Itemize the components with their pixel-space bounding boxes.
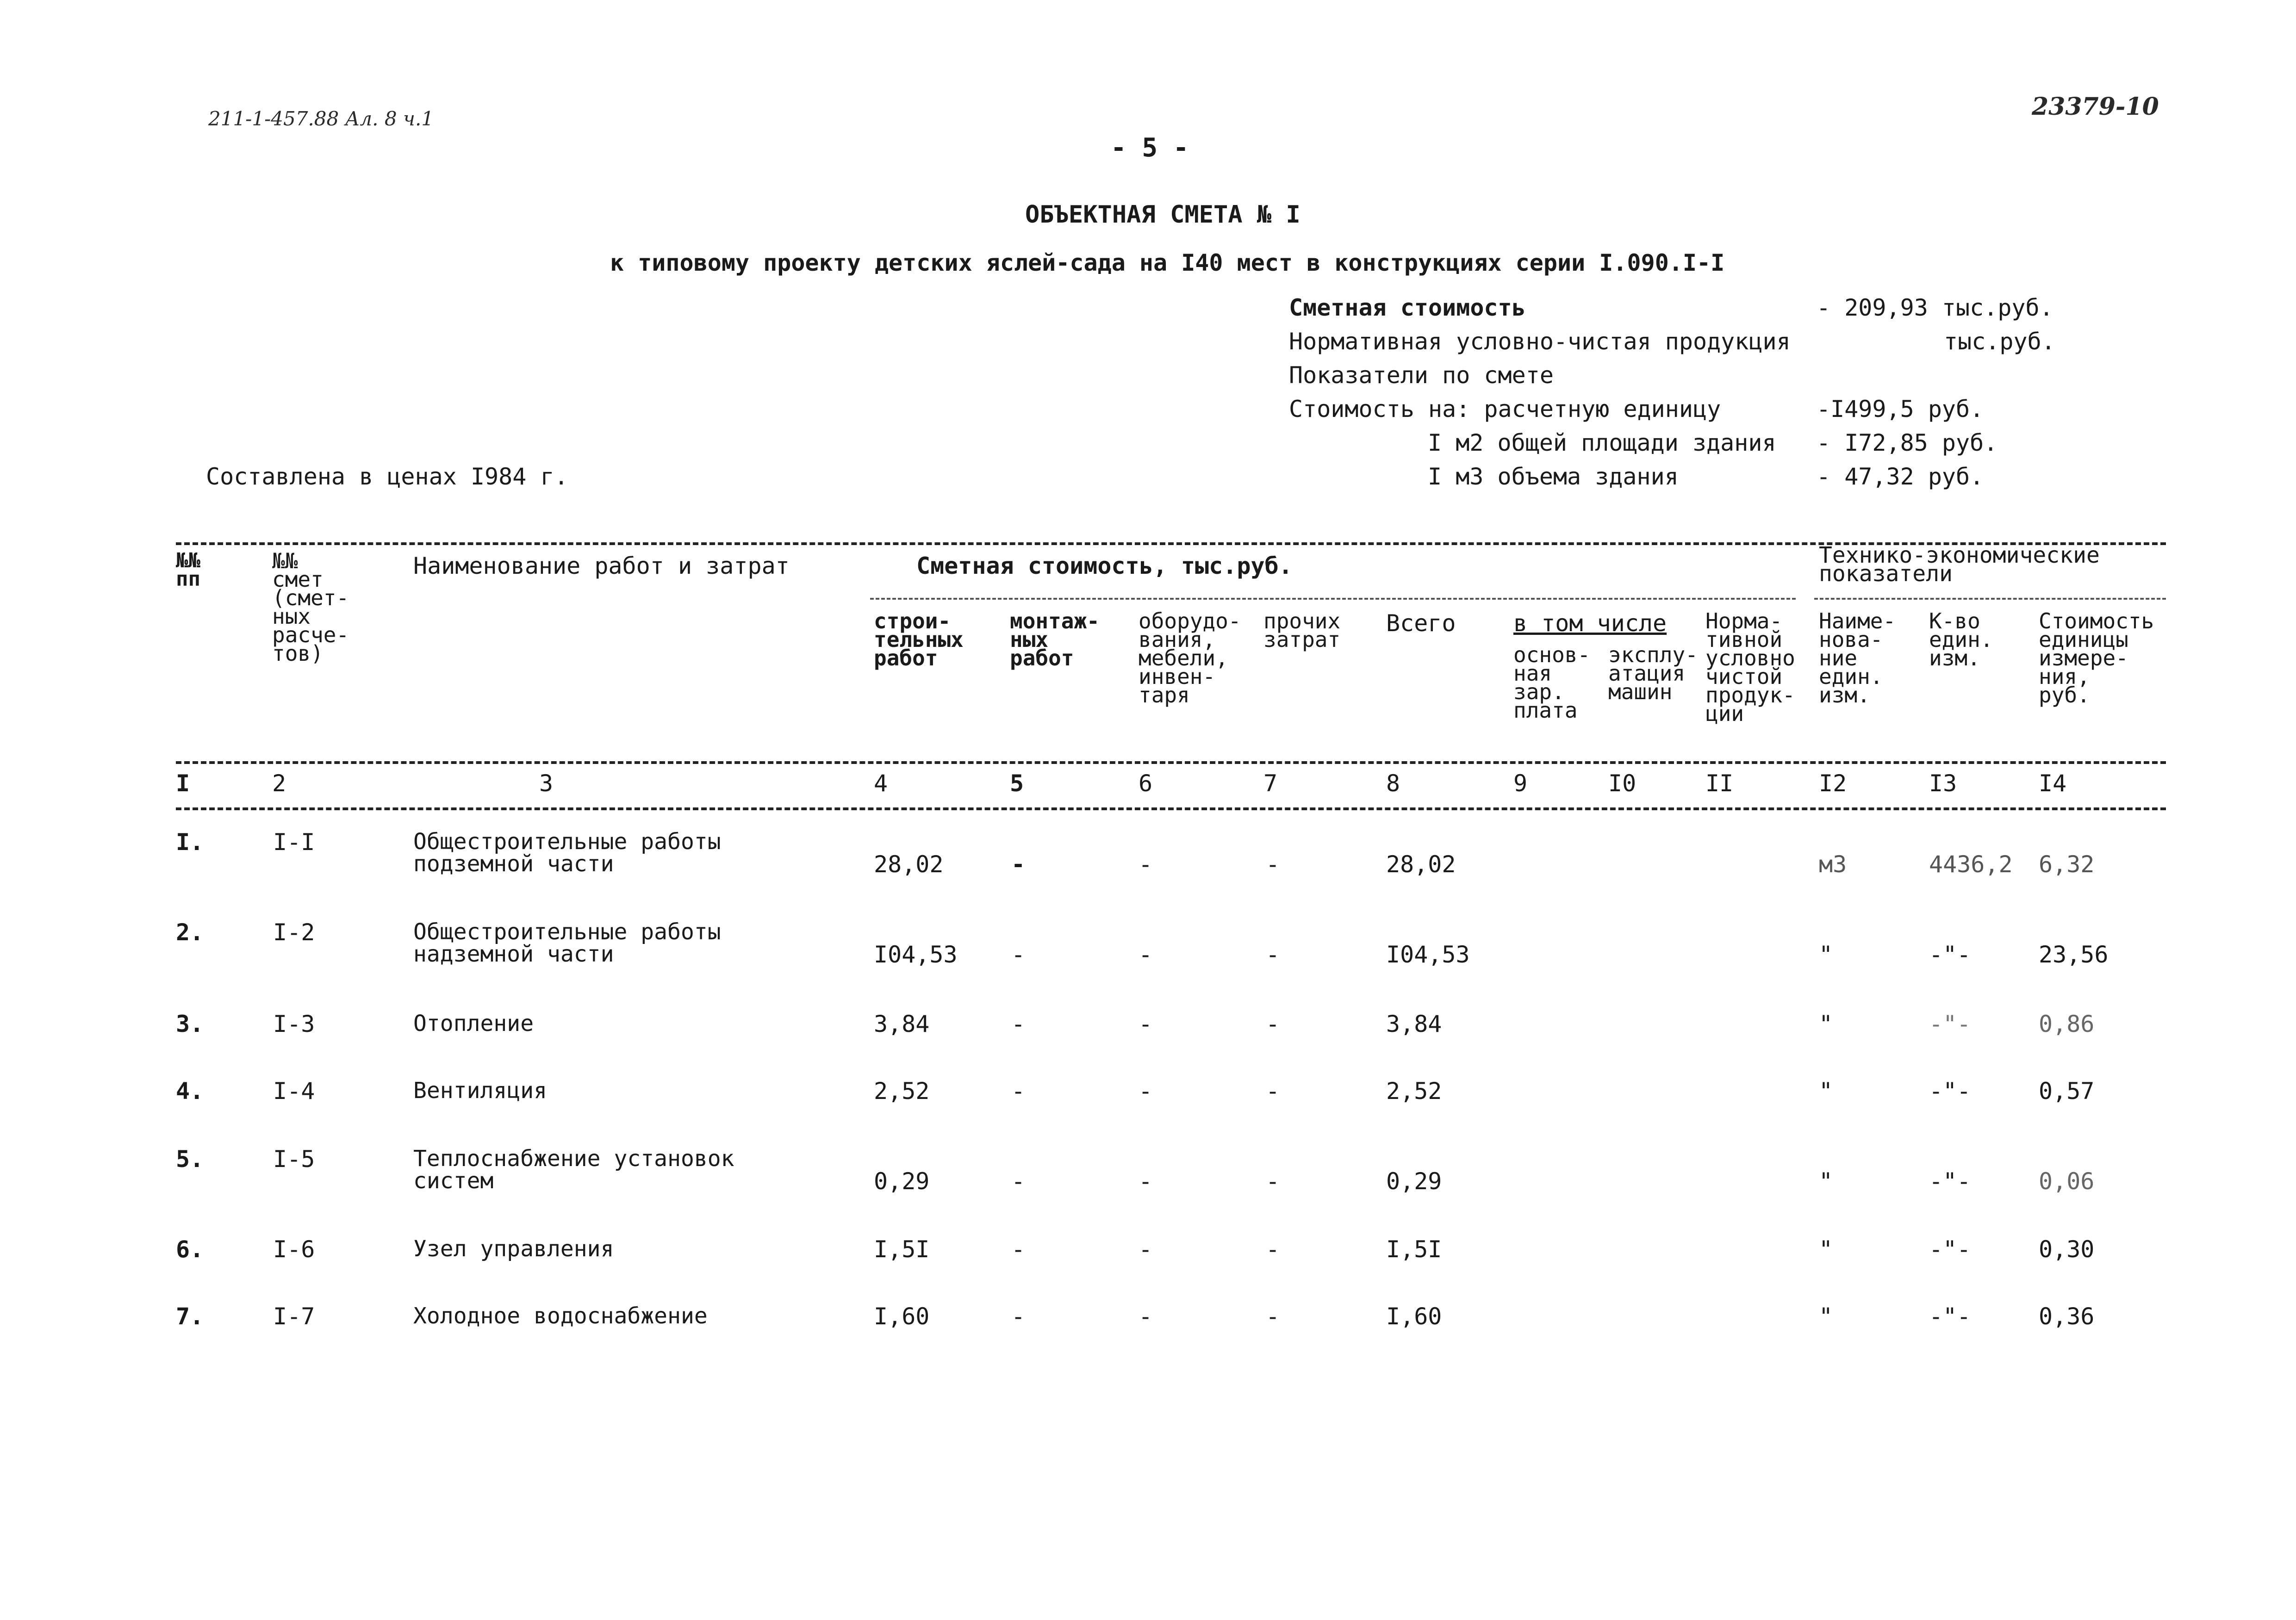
row-other-cost: - (1266, 851, 1280, 878)
header-base-salary: основ- ная зар. плата (1513, 642, 1591, 723)
row-number: 4. (176, 1078, 204, 1105)
summary-label: Стоимость на: расчетную единицу (1289, 396, 1721, 422)
row-unit-name: " (1819, 1078, 1833, 1105)
row-estimate-ref: I-6 (273, 1236, 315, 1263)
row-equipment-cost: - (1139, 1168, 1153, 1195)
header-estimate-number: №№ смет (смет- ных расче- тов) (272, 548, 349, 666)
summary-label: I м3 объема здания (1428, 463, 1679, 490)
header-cost-group: Сметная стоимость, тыс.руб. (916, 552, 1293, 579)
row-installation-cost: - (1011, 941, 1026, 968)
header-bottom-rule (176, 761, 2166, 764)
row-total-cost: 3,84 (1386, 1011, 1442, 1037)
row-total-cost: I,5I (1386, 1236, 1442, 1263)
row-unit-cost: 0,36 (2039, 1303, 2095, 1330)
summary-value: - 47,32 руб. (1817, 463, 1984, 490)
summary-label: Сметная стоимость (1289, 294, 1526, 321)
header-construction: строи- тельных работ (874, 608, 964, 670)
row-number: 5. (176, 1146, 204, 1173)
column-number: 4 (874, 770, 888, 797)
column-number: II (1705, 770, 1734, 797)
row-total-cost: 28,02 (1386, 851, 1456, 878)
column-number: 8 (1386, 770, 1400, 797)
header-installation: монтаж- ных работ (1010, 608, 1100, 670)
row-unit-name: м3 (1819, 851, 1847, 878)
row-equipment-cost: - (1139, 941, 1153, 968)
column-numbers-rule (176, 807, 2166, 810)
summary-value: - 209,93 тыс.руб. (1817, 294, 2053, 321)
row-other-cost: - (1266, 1078, 1280, 1105)
summary-value: тыс.руб. (1944, 328, 2055, 355)
row-installation-cost: - (1011, 1236, 1026, 1263)
row-unit-name: " (1819, 1303, 1833, 1330)
row-work-name: Отопление (413, 1011, 534, 1037)
row-installation-cost: - (1011, 1011, 1026, 1037)
column-number: I4 (2039, 770, 2067, 797)
header-unit-cost: Стоимость единицы измере- ния, руб. (2039, 608, 2154, 708)
row-other-cost: - (1266, 1168, 1280, 1195)
column-number: I0 (1608, 770, 1636, 797)
header-machine-operation: эксплу- атация машин (1608, 642, 1698, 704)
row-construction-cost: 28,02 (874, 851, 944, 878)
row-construction-cost: 0,29 (874, 1168, 930, 1195)
row-work-name: Общестроительные работы надземной части (413, 919, 721, 967)
row-estimate-ref: I-4 (273, 1078, 315, 1105)
row-other-cost: - (1266, 941, 1280, 968)
row-estimate-ref: I-2 (273, 919, 315, 946)
row-unit-name: " (1819, 1168, 1833, 1195)
page-number: - 5 - (1111, 133, 1189, 163)
row-installation-cost: - (1011, 1078, 1026, 1105)
row-unit-quantity: -"- (1929, 1011, 1971, 1037)
row-unit-cost: 23,56 (2039, 941, 2109, 968)
row-other-cost: - (1266, 1011, 1280, 1037)
summary-value: - I72,85 руб. (1817, 429, 1998, 456)
row-unit-cost: 0,57 (2039, 1078, 2095, 1105)
row-total-cost: I,60 (1386, 1303, 1442, 1330)
row-unit-quantity: -"- (1929, 1078, 1971, 1105)
cost-group-rule (870, 598, 1796, 600)
row-estimate-ref: I-7 (273, 1303, 315, 1330)
row-total-cost: I04,53 (1386, 941, 1470, 968)
row-other-cost: - (1266, 1303, 1280, 1330)
summary-label: I м2 общей площади здания (1428, 429, 1776, 456)
row-unit-cost: 0,06 (2039, 1168, 2095, 1195)
row-construction-cost: 3,84 (874, 1011, 930, 1037)
estimate-title: ОБЪЕКТНАЯ СМЕТА № I (1025, 201, 1300, 229)
row-work-name: Вентиляция (413, 1078, 547, 1104)
column-number: 3 (539, 770, 554, 797)
header-total: Всего (1386, 610, 1456, 637)
column-number: I2 (1819, 770, 1847, 797)
header-other: прочих затрат (1263, 608, 1341, 652)
column-number: 2 (272, 770, 286, 797)
header-item-number: №№ пп (176, 549, 200, 591)
prices-note: Составлена в ценах I984 г. (206, 463, 568, 490)
row-installation-cost: - (1011, 1303, 1026, 1330)
row-equipment-cost: - (1139, 851, 1153, 878)
row-total-cost: 2,52 (1386, 1078, 1442, 1105)
row-work-name: Холодное водоснабжение (413, 1303, 708, 1329)
row-unit-quantity: -"- (1929, 1168, 1971, 1195)
row-work-name: Теплоснабжение установок систем (413, 1146, 734, 1194)
row-number: 2. (176, 919, 204, 946)
estimate-subtitle: к типовому проекту детских яслей-сада на I40 мест в конструкциях серии I.090.I-I (610, 249, 1725, 276)
row-number: 3. (176, 1011, 204, 1037)
row-other-cost: - (1266, 1236, 1280, 1263)
header-including: в том числе (1513, 610, 1667, 637)
row-unit-quantity: -"- (1929, 1236, 1971, 1263)
column-number: 5 (1010, 770, 1024, 797)
row-equipment-cost: - (1139, 1303, 1153, 1330)
summary-label: Показатели по смете (1289, 362, 1554, 389)
row-equipment-cost: - (1139, 1236, 1153, 1263)
archive-number: 23379-10 (2032, 93, 2159, 121)
row-work-name: Общестроительные работы подземной части (413, 829, 721, 877)
header-net-product: Норма- тивной условно чистой продук- ции (1705, 608, 1795, 726)
row-work-name: Узел управления (413, 1236, 614, 1262)
row-installation-cost: - (1011, 1168, 1026, 1195)
row-unit-name: " (1819, 941, 1833, 968)
row-unit-quantity: 4436,2 (1929, 851, 2013, 878)
header-unit-quantity: К-во един. изм. (1929, 608, 1993, 670)
row-unit-cost: 0,86 (2039, 1011, 2095, 1037)
row-estimate-ref: I-3 (273, 1011, 315, 1037)
column-number: 9 (1513, 770, 1528, 797)
row-unit-cost: 6,32 (2039, 851, 2095, 878)
row-equipment-cost: - (1139, 1011, 1153, 1037)
summary-value: -I499,5 руб. (1817, 396, 1984, 422)
row-unit-name: " (1819, 1011, 1833, 1037)
column-number: 6 (1139, 770, 1153, 797)
row-installation-cost: - (1011, 851, 1026, 878)
column-number: I3 (1929, 770, 1957, 797)
row-unit-quantity: -"- (1929, 1303, 1971, 1330)
row-estimate-ref: I-5 (273, 1146, 315, 1173)
summary-label: Нормативная условно-чистая продукция (1289, 328, 1791, 355)
header-tech-group: Технико-экономические показатели (1819, 542, 2100, 587)
column-number: 7 (1263, 770, 1278, 797)
header-unit-name: Наиме- нова- ние един. изм. (1819, 608, 1896, 708)
header-equipment: оборудо- вания, мебели, инвен- таря (1139, 608, 1241, 708)
row-unit-name: " (1819, 1236, 1833, 1263)
row-construction-cost: 2,52 (874, 1078, 930, 1105)
row-estimate-ref: I-I (273, 829, 315, 856)
row-number: 6. (176, 1236, 204, 1263)
row-unit-quantity: -"- (1929, 941, 1971, 968)
column-number: I (176, 770, 190, 797)
row-construction-cost: I,60 (874, 1303, 930, 1330)
tech-group-rule (1814, 598, 2166, 600)
row-number: 7. (176, 1303, 204, 1330)
row-total-cost: 0,29 (1386, 1168, 1442, 1195)
row-equipment-cost: - (1139, 1078, 1153, 1105)
row-construction-cost: I04,53 (874, 941, 958, 968)
row-number: I. (176, 829, 204, 856)
document-code: 211-1-457.88 Ал. 8 ч.1 (208, 107, 434, 130)
row-unit-cost: 0,30 (2039, 1236, 2095, 1263)
row-construction-cost: I,5I (874, 1236, 930, 1263)
header-work-name: Наименование работ и затрат (413, 552, 790, 579)
